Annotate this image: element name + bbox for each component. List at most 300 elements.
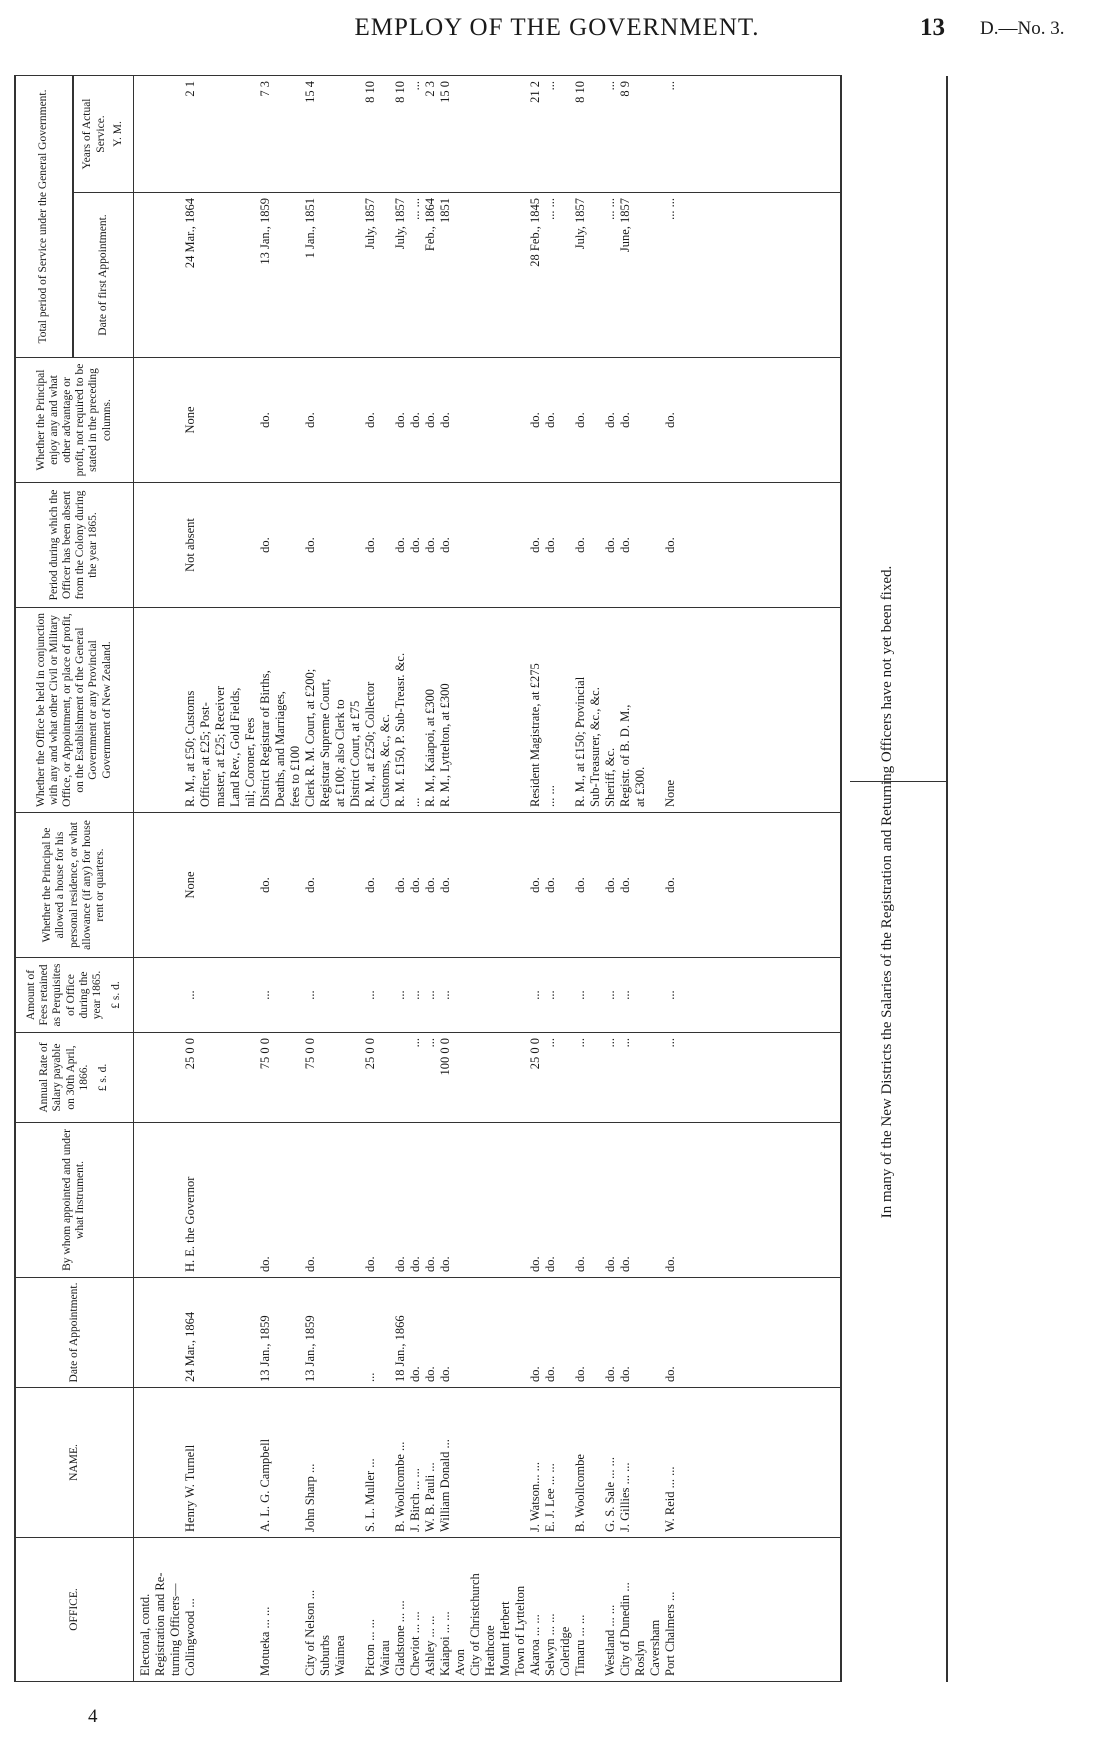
cell-line: do. [602, 412, 617, 428]
cell-line [558, 198, 573, 352]
fees-cell [133, 958, 841, 1033]
cell-line: ... ... [662, 198, 677, 220]
cell-line [513, 198, 528, 352]
cell-line: 15 4 [302, 81, 317, 103]
cell-line [168, 1283, 183, 1382]
cell-line: Suburbs [317, 1635, 332, 1676]
cell-line [333, 1038, 348, 1117]
cell-line: E. J. Lee ... ... [542, 1463, 557, 1532]
cell-line: Registr. of B. D. M., [617, 704, 632, 807]
cell-line [138, 1283, 153, 1382]
cell-line [588, 1128, 603, 1272]
cell-line [588, 363, 603, 477]
cell-line [648, 613, 663, 807]
cell-line: 15 0 [437, 81, 452, 103]
cell-line [153, 1128, 168, 1272]
cell-line [318, 81, 333, 187]
cell-line: do. [617, 1366, 632, 1382]
cell-line [333, 363, 348, 477]
cell-line: 24 Mar., 1864 [182, 1311, 197, 1382]
cell-line [243, 1393, 258, 1532]
cell-line [198, 1393, 213, 1532]
cell-line: 28 Feb., 1845 [527, 198, 542, 267]
cell-line [648, 1128, 663, 1272]
cell-line [153, 1038, 168, 1117]
cell-line [648, 963, 663, 1027]
cell-line: do. [407, 1366, 422, 1382]
page-index: 4 [88, 1706, 98, 1727]
cell-line [318, 488, 333, 602]
cell-line [648, 488, 663, 602]
house-cell [133, 813, 841, 958]
cell-line: Avon [452, 1649, 467, 1676]
cell-line: 25 0 0 [362, 1038, 377, 1070]
cell-line: 2 3 [422, 81, 437, 97]
cell-line [378, 818, 393, 952]
cell-line: ... [407, 990, 422, 1000]
rotated-content [14, 76, 948, 1682]
cell-line [288, 1283, 303, 1382]
cell-line [498, 1128, 513, 1272]
cell-line: Officer, at £25; Post- [197, 702, 212, 807]
cell-line: 8 10 [392, 81, 407, 103]
cell-line [558, 963, 573, 1027]
cell-line [558, 1393, 573, 1532]
cell-line [378, 81, 393, 187]
cell-line: ... [257, 990, 272, 1000]
cell-line: do. [662, 1256, 677, 1272]
cell-line [498, 1283, 513, 1382]
cell-line: do. [527, 1256, 542, 1272]
cell-line: do. [302, 537, 317, 553]
header-by-whom: By whom appointed and under what Instrument. [15, 1123, 133, 1278]
cell-line: ... [527, 990, 542, 1000]
cell-line: ... [572, 990, 587, 1000]
cell-line [168, 198, 183, 352]
cell-line: do. [407, 412, 422, 428]
cell-line [228, 1038, 243, 1117]
cell-line: do. [572, 877, 587, 893]
cell-line [273, 1283, 288, 1382]
cell-line: ... [422, 990, 437, 1000]
cell-line [378, 488, 393, 602]
cell-line: do. [407, 537, 422, 553]
cell-line: ... [302, 990, 317, 1000]
cell-line [588, 1543, 603, 1676]
cell-line [483, 818, 498, 952]
header-date: Date of Appointment. [15, 1278, 133, 1388]
cell-line: 1851 [437, 198, 452, 223]
cell-line [318, 963, 333, 1027]
cell-line [243, 1283, 258, 1382]
cell-line [228, 363, 243, 477]
cell-line [153, 198, 168, 352]
cell-line [213, 1543, 228, 1676]
cell-line: do. [422, 877, 437, 893]
cell-line: Customs, &c., &c. [377, 713, 392, 807]
cell-line: do. [572, 537, 587, 553]
cell-line [288, 363, 303, 477]
cell-line [633, 818, 648, 952]
cell-line [333, 818, 348, 952]
years-cell [133, 76, 841, 193]
cell-line: at £300. [632, 766, 647, 807]
cell-line: do. [527, 412, 542, 428]
cell-line [453, 613, 468, 807]
cell-line: do. [422, 1366, 437, 1382]
cell-line: ... [572, 1038, 587, 1048]
cell-line [333, 198, 348, 352]
cell-line [453, 488, 468, 602]
cell-line: do. [542, 1256, 557, 1272]
cell-line [288, 1543, 303, 1676]
cell-line: 25 0 0 [182, 1038, 197, 1070]
cell-line [648, 1283, 663, 1382]
header-fees [15, 958, 133, 1033]
cell-line [378, 198, 393, 352]
cell-line: do. [542, 877, 557, 893]
cell-line [588, 198, 603, 352]
cell-line [348, 1543, 363, 1676]
cell-line [273, 818, 288, 952]
cell-line: July, 1857 [392, 198, 407, 250]
cell-line [243, 1038, 258, 1117]
cell-line: ... [407, 797, 422, 807]
cell-line [198, 963, 213, 1027]
cell-line: ... [542, 1038, 557, 1048]
cell-line: do. [257, 877, 272, 893]
cell-line: do. [617, 537, 632, 553]
cell-line [483, 198, 498, 352]
cell-line: do. [437, 877, 452, 893]
cell-line: 75 0 0 [302, 1038, 317, 1070]
cell-line: do. [617, 1256, 632, 1272]
cell-line [288, 1038, 303, 1117]
cell-line [228, 81, 243, 187]
cell-line: Westland ... ... [602, 1604, 617, 1676]
cell-line: 1 Jan., 1851 [302, 198, 317, 259]
cell-line: City of Nelson ... [302, 1589, 317, 1676]
cell-line: Port Chalmers ... [662, 1591, 677, 1676]
cell-line: R. M. £150, P. Sub-Treasr. &c. [392, 652, 407, 807]
cell-line [243, 363, 258, 477]
salary-label: Annual Rate of Salary payable on 30th April, 1866. [38, 1042, 90, 1113]
cell-line [633, 1038, 648, 1117]
cell-line [168, 1393, 183, 1532]
cell-line [273, 488, 288, 602]
cell-line: do. [437, 412, 452, 428]
first-appointment-cell [133, 193, 841, 358]
cell-line [273, 1543, 288, 1676]
cell-line [648, 1038, 663, 1117]
cell-line [198, 488, 213, 602]
cell-line: Waimea [332, 1635, 347, 1676]
cell-line [588, 818, 603, 952]
cell-line [318, 198, 333, 352]
cell-line [333, 1283, 348, 1382]
cell-line: July, 1857 [572, 198, 587, 250]
cell-line: 75 0 0 [257, 1038, 272, 1070]
cell-line: July, 1857 [362, 198, 377, 250]
cell-line: Feb., 1864 [422, 198, 437, 252]
cell-line [213, 488, 228, 602]
cell-line [333, 81, 348, 187]
cell-line: R. M., at £50; Customs [182, 690, 197, 807]
cell-line: Registrar Supreme Court, [317, 678, 332, 807]
cell-line [453, 1283, 468, 1382]
cell-line: ... [392, 990, 407, 1000]
cell-line: ... [542, 81, 557, 91]
cell-line [228, 1393, 243, 1532]
cell-line [333, 1393, 348, 1532]
cell-line [213, 963, 228, 1027]
cell-line [348, 81, 363, 187]
cell-line [288, 1128, 303, 1272]
cell-line [228, 1128, 243, 1272]
cell-line [318, 1283, 333, 1382]
cell-line [153, 1393, 168, 1532]
cell-line: District Registrar of Births, [257, 670, 272, 807]
cell-line [588, 1283, 603, 1382]
cell-line: Deaths, and Marriages, [272, 691, 287, 807]
footnote-text: In many of the New Districts the Salaries of the Registration and Returning Officers have not yet been fixed. [879, 565, 895, 1219]
cell-line [468, 1393, 483, 1532]
fees-label: Amount of Fees retained as Perquisites of Office during the year 1865. [24, 963, 104, 1027]
cell-line [468, 81, 483, 187]
cell-line [273, 963, 288, 1027]
cell-line [453, 1038, 468, 1117]
cell-line [138, 81, 153, 187]
cell-line: do. [422, 537, 437, 553]
cell-line [648, 198, 663, 352]
cell-line [633, 488, 648, 602]
cell-line: None [182, 871, 197, 899]
cell-line [213, 1393, 228, 1532]
cell-line [513, 963, 528, 1027]
cell-line: turning Officers— [167, 1583, 182, 1676]
cell-line [453, 1128, 468, 1272]
cell-line: do. [257, 1256, 272, 1272]
cell-line: 13 Jan., 1859 [302, 1315, 317, 1382]
cell-line: Ashley ... ... [422, 1615, 437, 1676]
cell-line: do. [572, 1366, 587, 1382]
cell-line [198, 1283, 213, 1382]
cell-line [228, 963, 243, 1027]
cell-line: do. [542, 1366, 557, 1382]
cell-line: Caversham [647, 1619, 662, 1676]
cell-line [243, 81, 258, 187]
cell-line: Gladstone ... ... [392, 1600, 407, 1676]
cell-line [288, 81, 303, 187]
cell-line: do. [602, 537, 617, 553]
cell-line [153, 81, 168, 187]
cell-line [453, 963, 468, 1027]
cell-line: 24 Mar., 1864 [182, 198, 197, 269]
cell-line: ... [602, 81, 617, 91]
cell-line: do. [257, 412, 272, 428]
cell-line: Heathcote [482, 1625, 497, 1676]
header-other-offices: Whether the Office be held in conjunction with any and what other Civil or Military Office, or Appointment, or place of profit, on the Establishment of the General Government or any Provincial Government of New Zealand. [15, 608, 133, 813]
cell-line [558, 613, 573, 807]
cell-line [348, 963, 363, 1027]
cell-line [318, 1393, 333, 1532]
cell-line: H. E. the Governor [182, 1176, 197, 1272]
cell-line [453, 818, 468, 952]
cell-line [558, 488, 573, 602]
cell-line: do. [362, 537, 377, 553]
cell-line: 13 Jan., 1859 [257, 1315, 272, 1382]
cell-line [168, 81, 183, 187]
cell-line [138, 1393, 153, 1532]
cell-line: do. [362, 877, 377, 893]
cell-line [228, 198, 243, 352]
cell-line [648, 1393, 663, 1532]
cell-line [513, 818, 528, 952]
cell-line [243, 198, 258, 352]
cell-line: W. B. Pauli ... [422, 1462, 437, 1532]
cell-line [348, 1128, 363, 1272]
cell-line: B. Woollcombe ... [392, 1441, 407, 1532]
cell-line [558, 1038, 573, 1117]
cell-line: None [662, 779, 677, 807]
cell-line: William Donald ... [437, 1439, 452, 1532]
cell-line: do. [362, 412, 377, 428]
cell-line [348, 363, 363, 477]
cell-line [243, 963, 258, 1027]
cell-line: ... [407, 81, 422, 91]
cell-line [558, 818, 573, 952]
cell-line: Coleridge [557, 1626, 572, 1676]
cell-line: Cheviot ... ... [407, 1611, 422, 1676]
cell-line: John Sharp ... [302, 1463, 317, 1532]
cell-line: do. [527, 537, 542, 553]
header-salary [15, 1033, 133, 1123]
cell-line [243, 818, 258, 952]
cell-line: ... [437, 990, 452, 1000]
cell-line: do. [362, 1256, 377, 1272]
cell-line: Collingwood ... [182, 1598, 197, 1676]
cell-line [333, 488, 348, 602]
cell-line [483, 363, 498, 477]
cell-line: A. L. G. Campbell [257, 1438, 272, 1532]
cell-line: 8 10 [362, 81, 377, 103]
name-cell [133, 1388, 841, 1538]
cell-line: Timaru ... ... [572, 1614, 587, 1676]
cell-line: Selwyn ... ... [542, 1613, 557, 1676]
cell-line: do. [542, 412, 557, 428]
cell-line: do. [392, 537, 407, 553]
cell-line: 25 0 0 [527, 1038, 542, 1070]
other-offices-cell [133, 608, 841, 813]
cell-line [348, 1038, 363, 1117]
cell-line: ... ... [542, 198, 557, 220]
cell-line [198, 1543, 213, 1676]
cell-line: ... [617, 990, 632, 1000]
cell-line: Clerk R. M. Court, at £200; [302, 668, 317, 807]
cell-line [633, 363, 648, 477]
rotated-table-frame [14, 76, 948, 1682]
cell-line [633, 1283, 648, 1382]
cell-line [153, 613, 168, 807]
cell-line: ... [407, 1038, 422, 1048]
cell-line [648, 818, 663, 952]
cell-line [588, 963, 603, 1027]
cell-line [228, 1283, 243, 1382]
cell-line: W. Reid ... ... [662, 1466, 677, 1532]
cell-line: 100 0 0 [437, 1038, 452, 1076]
cell-line [243, 1543, 258, 1676]
cell-line: Mount Herbert [497, 1601, 512, 1676]
cell-line [273, 1038, 288, 1117]
cell-line: do. [572, 412, 587, 428]
cell-line: City of Dunedin ... [617, 1582, 632, 1676]
cell-line [468, 613, 483, 807]
cell-line [453, 81, 468, 187]
cell-line: Motueka ... ... [257, 1606, 272, 1676]
cell-line: 21 2 [527, 81, 542, 103]
cell-line: City of Christchurch [467, 1573, 482, 1676]
cell-line [228, 488, 243, 602]
cell-line [138, 613, 153, 807]
cell-line: 7 3 [257, 81, 272, 97]
cell-line [483, 963, 498, 1027]
cell-line: do. [617, 877, 632, 893]
cell-line [468, 963, 483, 1027]
cell-line: do. [662, 1366, 677, 1382]
cell-line: ... [602, 1038, 617, 1048]
cell-line [348, 198, 363, 352]
document-reference: D.—No. 3. [980, 18, 1065, 39]
cell-line [243, 488, 258, 602]
cell-line [198, 198, 213, 352]
cell-line [378, 963, 393, 1027]
fees-units: £ s. d. [110, 981, 123, 1009]
header-first-appointment: Date of first Appointment. [73, 193, 133, 358]
cell-line: ... ... [407, 198, 422, 220]
header-advantage: Whether the Principal enjoy any and what other advantage or profit, not required to be stated in the preceding columns. [15, 358, 133, 483]
cell-line [588, 81, 603, 187]
cell-line [213, 363, 228, 477]
cell-line: nil; Coroner, Fees [242, 717, 257, 807]
cell-line [198, 818, 213, 952]
cell-line [588, 488, 603, 602]
cell-line [483, 1283, 498, 1382]
cell-line [468, 1283, 483, 1382]
cell-line [633, 1128, 648, 1272]
cell-line [483, 488, 498, 602]
cell-line: do. [527, 1366, 542, 1382]
cell-line [168, 488, 183, 602]
cell-line [513, 488, 528, 602]
cell-line: 13 Jan., 1859 [257, 198, 272, 265]
cell-line [483, 1393, 498, 1532]
cell-line [513, 1283, 528, 1382]
cell-line [198, 1128, 213, 1272]
cell-line [498, 963, 513, 1027]
cell-line [498, 613, 513, 807]
cell-line [483, 1128, 498, 1272]
cell-line [633, 1393, 648, 1532]
cell-line: ... [362, 990, 377, 1000]
cell-line [498, 1393, 513, 1532]
cell-line: do. [572, 1256, 587, 1272]
cell-line [648, 81, 663, 187]
cell-line: Electoral, contd. [137, 1593, 152, 1676]
cell-line: ... ... [602, 198, 617, 220]
cell-line: do. [662, 412, 677, 428]
cell-line: ... ... [542, 785, 557, 807]
cell-line: ... [662, 990, 677, 1000]
